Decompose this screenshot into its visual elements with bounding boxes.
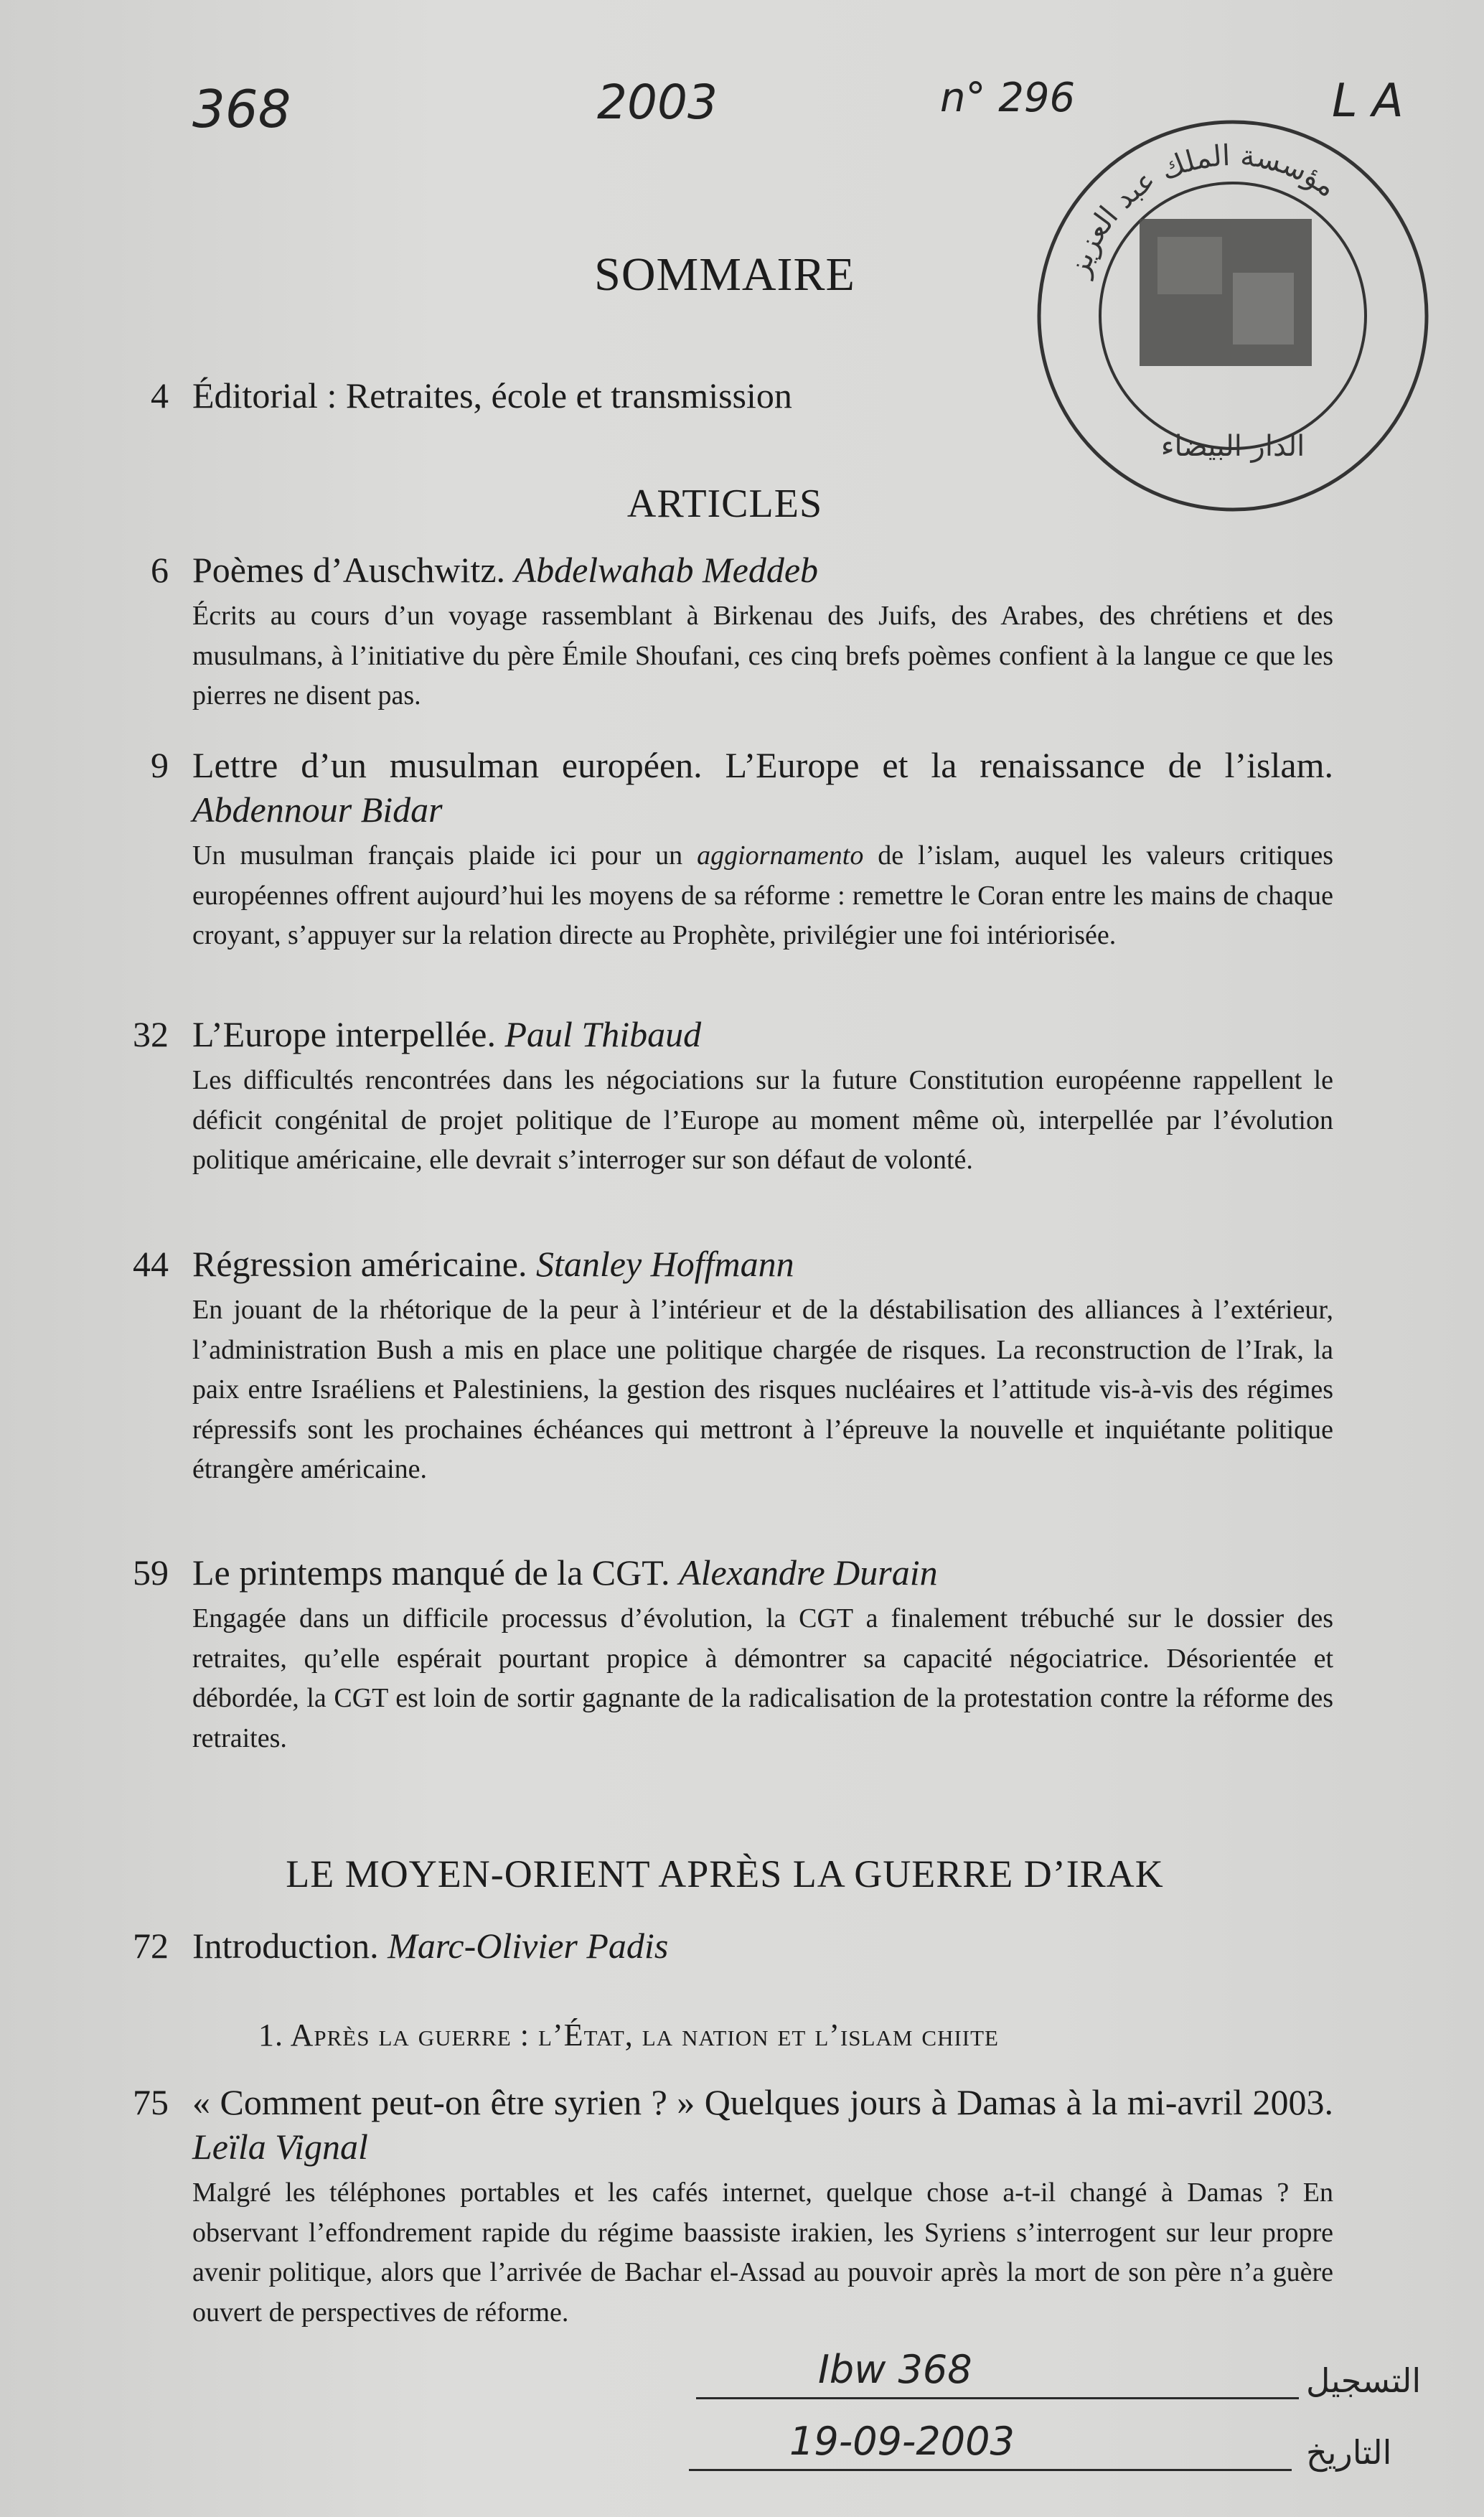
section-heading-dossier: LE MOYEN-ORIENT APRÈS LA GUERRE D’IRAK xyxy=(286,1852,1164,1895)
entry-author: Marc-Olivier Padis xyxy=(388,1926,669,1966)
entry-description: En jouant de la rhétorique de la peur à l’intérieur et de la déstabilisation des alliances à l’extérieur, l’administration Bush a mis en place une politique chargée de risques. La reconstruction de l’Irak, la paix entre Israéliens et Palestiniens, la gestion des risques nucléaires et l’attitude vis-à-vis des régimes répressifs sont les prochaines échéances qui mettront à l’épreuve la nouvelle et inquiétante politique étrangère américaine. xyxy=(192,1295,1333,1484)
entry-heading xyxy=(192,1242,1333,1286)
entry-author: Alexandre Durain xyxy=(679,1552,938,1593)
entry-author: Abdennour Bidar xyxy=(192,789,443,830)
page-number: 4 xyxy=(151,375,169,416)
stamp-bottom-text: الدار البيضاء xyxy=(1160,430,1305,463)
entry-title: Éditorial : Retraites, école et transmission xyxy=(192,375,792,416)
entry-author: Abdelwahab Meddeb xyxy=(514,550,819,590)
page-number: 9 xyxy=(151,745,169,785)
handwritten-year: 2003 xyxy=(597,75,718,130)
entry-description: Malgré les téléphones portables et les cafés internet, quelque chose a-t-il changé à Damas ? En observant l’effondrement rapide du régime baassiste irakien, les Syriens s’interrogent sur leur propre avenir politique, alors que l’arrivée de Bachar el-Assad au pouvoir après la mort de son père n’a guère ouvert de perspectives de réforme. xyxy=(192,2178,1333,2328)
page-number: 32 xyxy=(133,1014,169,1054)
entry-title: Lettre d’un musulman européen. L’Europe et la renaissance de l’islam. xyxy=(192,745,1333,785)
subsection-heading: 1. Après la guerre : l’État, la nation et l’islam chiite xyxy=(258,2017,999,2053)
entry-title: Régression américaine. xyxy=(192,1244,527,1284)
entry-author: Paul Thibaud xyxy=(504,1014,702,1054)
entry-author: Stanley Hoffmann xyxy=(535,1244,794,1284)
entry-description: Engagée dans un difficile processus d’évolution, la CGT a finalement trébuché sur le dossier des retraites, qu’elle espérait pourtant propice à démontrer sa capacité négociatrice. Désorientée et débordée, la CGT est loin de sortir gagnante de la radicalisation de la protestation contre la réforme des retraites. xyxy=(192,1603,1333,1753)
page-number: 6 xyxy=(151,550,169,590)
registration-date: 19-09-2003 xyxy=(789,2419,1015,2464)
stamp-top-text: مؤسسة الملك عبد العزيز xyxy=(1061,139,1343,281)
entry-title: « Comment peut-on être syrien ? » Quelques jours à Damas à la mi-avril 2003. xyxy=(192,2082,1333,2122)
page-number: 44 xyxy=(133,1244,169,1284)
date-label: التاريخ xyxy=(1306,2433,1392,2472)
entry-author: Leïla Vignal xyxy=(192,2127,368,2167)
handwritten-ref-number: 368 xyxy=(192,79,291,139)
entry-heading xyxy=(192,2080,1333,2169)
description-part: de l’islam, auquel les valeurs critiques européennes offrent aujourd’hui les moyens de sa réforme : remettre le Coran entre les mains de chaque croyant, s’appuyer sur la relation directe au Prophète, privilégier une foi intériorisée. xyxy=(192,840,1334,950)
description-part: Un musulman français plaide ici pour un xyxy=(192,840,683,871)
registration-number: Ibw 368 xyxy=(818,2347,972,2392)
entry-heading xyxy=(192,1550,1333,1595)
entry-title: Introduction. xyxy=(192,1926,379,1966)
entry-title: L’Europe interpellée. xyxy=(192,1014,496,1054)
entry-title: Poèmes d’Auschwitz. xyxy=(192,550,506,590)
entry-title: Le printemps manqué de la CGT. xyxy=(192,1552,670,1593)
registration-underline xyxy=(696,2397,1299,2399)
handwritten-corner-mark: L A xyxy=(1332,75,1404,128)
registration-label: التسجيل xyxy=(1306,2361,1422,2400)
entry-heading xyxy=(192,1923,1333,1968)
description-emphasis: aggiornamento xyxy=(697,840,864,871)
date-underline xyxy=(689,2469,1292,2471)
entry-description xyxy=(192,836,1333,956)
page-number: 59 xyxy=(133,1552,169,1593)
entry-description: Écrits au cours d’un voyage rassemblant à Birkenau des Juifs, des Arabes, des chrétiens et des musulmans, à l’initiative du père Émile Shoufani, ces cinq brefs poèmes confient à la langue ce que les pierres ne disent pas. xyxy=(192,601,1333,711)
entry-heading xyxy=(192,1012,1333,1056)
library-stamp xyxy=(1018,100,1448,531)
page-number: 75 xyxy=(133,2082,169,2122)
handwritten-no: n° 296 xyxy=(940,75,1076,121)
entry-heading xyxy=(192,743,1333,832)
page-number: 72 xyxy=(133,1926,169,1966)
entry-heading xyxy=(192,548,1333,592)
entry-description: Les difficultés rencontrées dans les négociations sur la future Constitution européenne rappellent le déficit congénital de projet politique de l’Europe au moment même où, interpellée par l’évolution politique américaine, elle devrait s’interroger sur son défaut de volonté. xyxy=(192,1065,1333,1175)
page-title: SOMMAIRE xyxy=(594,248,855,301)
section-heading-articles: ARTICLES xyxy=(626,482,823,526)
